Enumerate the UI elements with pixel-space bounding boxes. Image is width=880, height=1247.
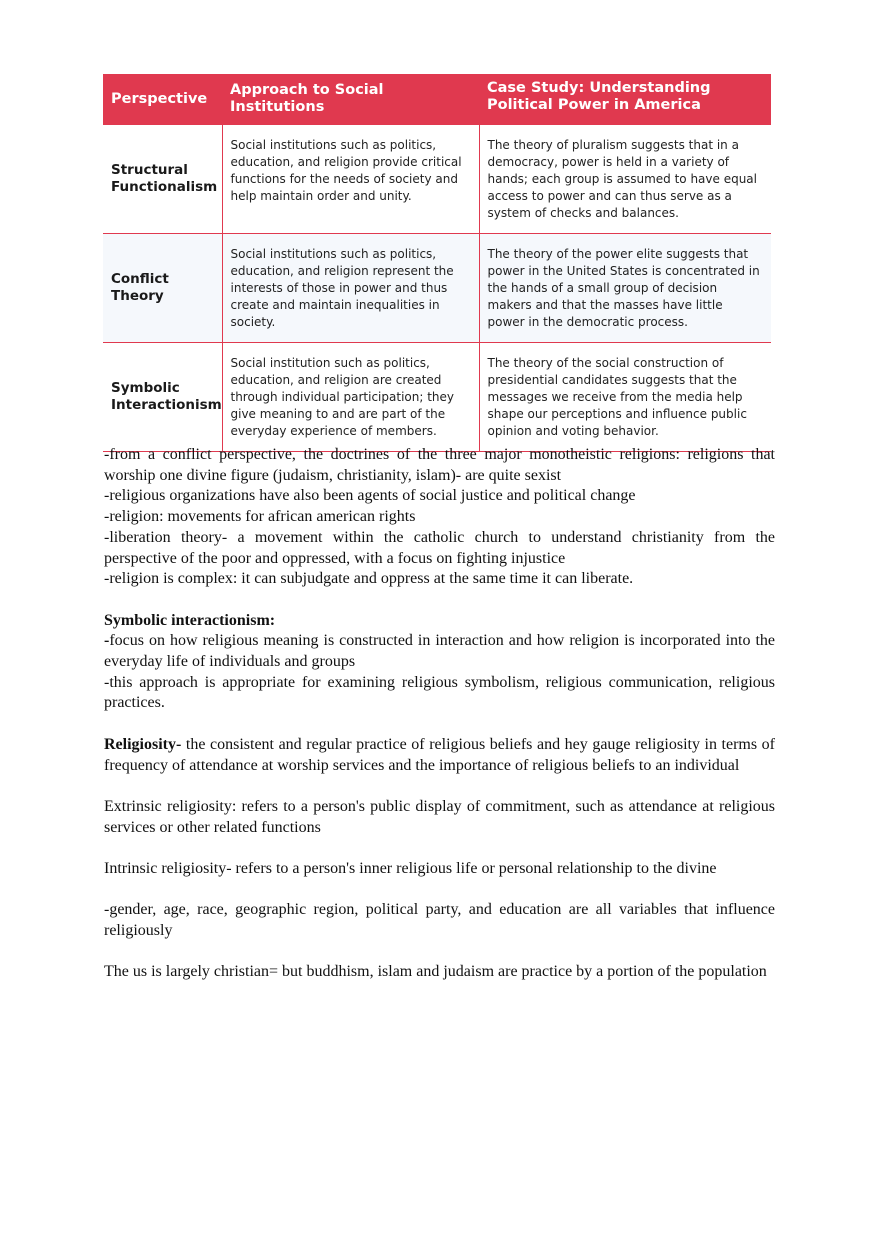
us-religion-paragraph: The us is largely christian= but buddhism, islam and judaism are practice by a portion of the population: [104, 963, 767, 981]
case-study-cell: The theory of pluralism suggests that in a democracy, power is held in a variety of hands; each group is assumed to have equal access to power and can thus serve as a system of checks and balances.: [479, 125, 771, 234]
intrinsic-paragraph: Intrinsic religiosity- refers to a person's inner religious life or personal relationship to the divine: [104, 860, 717, 877]
symbolic-line: -focus on how religious meaning is constructed in interaction and how religion is incorporated into the everyday life of individuals and groups: [104, 632, 775, 671]
religiosity-term: Religiosity-: [104, 735, 182, 753]
case-study-cell: The theory of the power elite suggests that power in the United States is concentrated in the hands of a small group of decision makers and that the masses have little power in the democratic process.: [479, 234, 771, 343]
perspective-cell: Structural Functionalism: [103, 125, 222, 234]
conflict-note: -religion: movements for african american rights: [104, 508, 416, 526]
symbolic-heading: Symbolic interactionism:: [104, 611, 276, 629]
approach-cell: Social institutions such as politics, education, and religion represent the interests of those in power and thus create and maintain inequalities in society.: [222, 234, 479, 343]
conflict-note: -from a conflict perspective, the doctrines of the three major monotheistic religions: religions that worship one divine figure (judaism, christianity, islam)- are quite sexist: [104, 446, 775, 484]
conflict-note: -liberation theory- a movement within the catholic church to understand christianity from the perspective of the poor and oppressed, with a focus on fighting injustice: [104, 528, 775, 567]
table-row: [103, 343, 771, 452]
approach-cell: Social institutions such as politics, education, and religion provide critical functions for the needs of society and help maintain order and unity.: [222, 125, 479, 234]
religiosity-definition: Religiosity- the consistent and regular practice of religious beliefs and hey gauge religiosity in terms of frequency of attendance at worship services and the importance of religious beliefs to an individual: [104, 735, 775, 774]
header-case-study: Case Study: Understanding Political Power in America: [479, 74, 771, 125]
symbolic-line: -this approach is appropriate for examining religious symbolism, religious communication, religious practices.: [104, 673, 775, 712]
header-perspective: Perspective: [103, 74, 222, 125]
header-approach: Approach to Social Institutions: [222, 74, 479, 125]
variables-paragraph: -gender, age, race, geographic region, political party, and education are all variables that influence religiously: [104, 901, 775, 940]
case-study-cell: The theory of the social construction of presidential candidates suggests that the messages we receive from the media help shape our perceptions and influence public opinion and voting behavior.: [479, 343, 771, 452]
perspective-cell: Conflict Theory: [103, 234, 222, 343]
table-header-row: [103, 74, 771, 125]
extrinsic-paragraph: Extrinsic religiosity: refers to a person's public display of commitment, such as attendance at religious services or other related functions: [104, 797, 775, 836]
perspective-cell: Symbolic Interactionism: [103, 343, 222, 452]
approach-cell: Social institution such as politics, education, and religion are created through individual participation; they give meaning to and are part of the everyday experience of members.: [222, 343, 479, 452]
conflict-note: -religious organizations have also been agents of social justice and political change: [104, 487, 636, 505]
table-row: [103, 234, 771, 343]
conflict-note: -religion is complex: it can subjudgate and oppress at the same time it can liberate.: [104, 570, 634, 588]
perspectives-table: [103, 74, 771, 452]
table-row: [103, 125, 771, 234]
notes-body: [104, 445, 775, 983]
